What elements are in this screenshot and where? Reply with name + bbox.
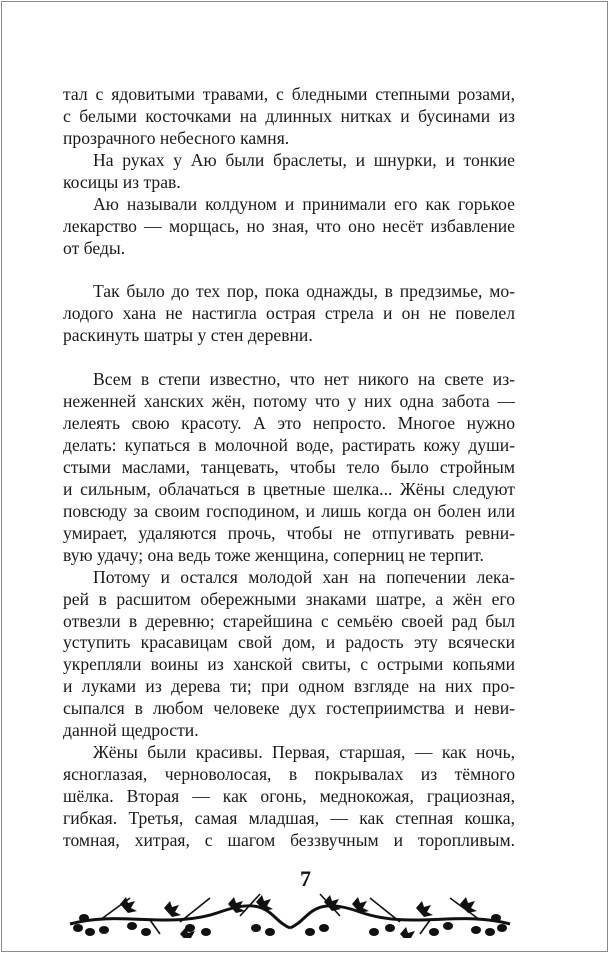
berry — [491, 914, 501, 922]
paragraph — [63, 150, 515, 194]
text-line: вую удачу; она ведь тоже женщина, соперниц не терпит. — [63, 544, 484, 565]
paragraph — [63, 84, 515, 150]
text-line: отвезли в деревню; старейшина с семьёю своей рад был — [63, 610, 515, 631]
berry — [73, 924, 83, 932]
text-line: лелеять свою красоту. А это непросто. Многое нужно — [63, 413, 515, 434]
leaf — [164, 901, 181, 917]
leaf — [324, 895, 341, 911]
leaf — [460, 897, 477, 913]
berry — [127, 922, 137, 930]
leaf — [416, 901, 433, 917]
text-line: с белыми косточками на длинных нитках и бусинами из — [63, 105, 515, 126]
text-line: Жёны были красивы. Первая, старшая, — как ночь, — [93, 742, 515, 763]
text-line: Всем в степи известно, что нет никого на свете из- — [93, 369, 515, 390]
berry — [141, 928, 151, 936]
text-line: уступить красавицам свой дом, и радость эту всячески — [63, 632, 515, 653]
leaf — [400, 927, 417, 938]
berry — [485, 928, 495, 936]
text-line: сыпался в любом человеке дух гостеприимства и неви- — [63, 698, 515, 719]
berry — [305, 928, 315, 936]
berry — [99, 926, 109, 934]
text-line: На руках у Аю были браслеты, и шнурки, и тонкие — [93, 149, 515, 170]
text-line: раскинуть шатры у стен деревни. — [63, 325, 313, 346]
paragraph — [63, 742, 515, 852]
text-line: и луками из дерева ти; при одном взгляде на них про- — [63, 676, 515, 697]
text-line: косицы из трав. — [63, 171, 181, 192]
berry — [79, 914, 89, 922]
text-line: данной щедрости. — [63, 720, 199, 741]
text-line: делать: купаться в молочной воде, растирать кожу души- — [63, 435, 515, 455]
berry — [265, 928, 275, 936]
text-line: тал с ядовитыми травами, с бледными степными розами, — [63, 84, 515, 104]
text-line: неженней ханских жён, потому что у них одна забота — — [63, 391, 515, 412]
text-line: рей в расшитом обережными знаками шатре, а жён его — [63, 588, 515, 609]
text-line: ясноглазая, черноволосая, в покрывалах из тёмного — [63, 764, 515, 785]
text-line: шёлка. Вторая — как огонь, меднокожая, грациозная, — [63, 786, 515, 806]
text-line: повсюду за своим господином, и лишь когда он болен или — [63, 500, 515, 521]
paragraph — [63, 281, 515, 347]
text-line: Так было до тех пор, пока однажды, в предзимье, мо- — [93, 281, 515, 302]
text-line: укрепляли воины из ханской свиты, с острыми копьями — [63, 654, 515, 675]
paragraph — [63, 194, 515, 260]
paragraph-gap — [63, 260, 515, 282]
berry — [385, 924, 395, 932]
paragraph-gap — [63, 347, 515, 369]
berry — [429, 928, 439, 936]
text-line: от беды. — [63, 237, 126, 258]
berry — [85, 928, 95, 936]
leaf — [256, 895, 273, 911]
paragraph — [63, 567, 515, 743]
page-number: 7 — [300, 866, 311, 891]
berry — [369, 928, 379, 936]
body-text — [63, 84, 515, 852]
berry — [201, 928, 211, 936]
vine-twig — [320, 894, 480, 934]
text-line: лекарство — морщась, но зная, что оно несёт избавление — [63, 215, 515, 236]
text-line: гибкая. Третья, самая младшая, — как степная кошка, — [63, 807, 515, 828]
paragraph — [63, 369, 515, 566]
berry — [251, 924, 261, 932]
text-line: Потому и остался молодой хан на попечении лека- — [93, 566, 515, 587]
text-line: умирает, удаляются прочь, чтобы не отпугивать ревни- — [63, 522, 515, 543]
berry — [497, 924, 507, 932]
text-line: лодого хана не настигла острая стрела и он не повелел — [63, 303, 515, 324]
text-line: стыми маслами, танцевать, чтобы тело было стройным — [63, 456, 515, 477]
berry — [471, 926, 481, 934]
text-line: прозрачного небесного камня. — [63, 127, 290, 148]
text-line: Аю называли колдуном и принимали его как горькое — [93, 193, 515, 214]
berry — [443, 922, 453, 930]
berry-vine-ornament — [60, 890, 520, 938]
berry — [319, 924, 329, 932]
text-line: и сильным, облачаться в цветные шелка... Жёны следуют — [63, 478, 515, 499]
text-line: томная, хитрая, с шагом беззвучным и торопливым. — [63, 829, 515, 850]
